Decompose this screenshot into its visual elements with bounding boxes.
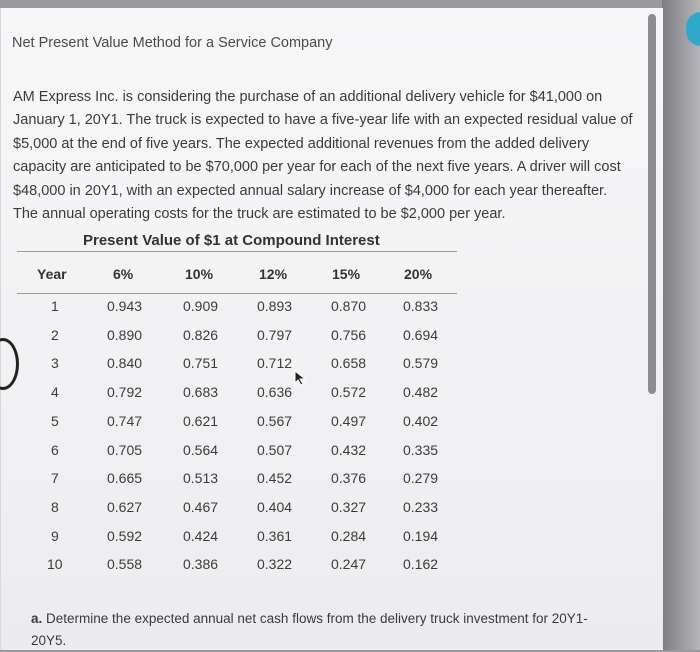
factor-cell: 0.826 [183,326,219,343]
factor-cell: 0.284 [331,527,367,544]
factor-cell: 0.683 [183,384,219,401]
factor-cell: 0.376 [331,470,367,487]
document-page [0,8,663,650]
year-cell: 5 [51,412,59,429]
page-title: Net Present Value Method for a Service Company [12,35,333,51]
factor-cell: 0.756 [331,326,367,343]
factor-cell: 0.751 [183,355,219,372]
factor-cell: 0.279 [403,470,439,487]
cursor-arrow-icon [293,370,307,386]
year-cell: 2 [51,326,59,343]
year-cell: 8 [51,498,59,515]
factor-cell: 0.636 [257,384,293,401]
paragraph-line: capacity are anticipated to be $70,000 per year for each of the next five years. A driver will cost [13,159,621,176]
factor-cell: 0.747 [107,412,143,429]
problem-paragraph [13,86,659,226]
factor-cell: 0.621 [183,412,219,429]
factor-cell: 0.162 [403,556,439,573]
factor-cell: 0.658 [331,355,367,372]
year-cell: 4 [51,384,59,401]
factor-cell: 0.507 [257,441,293,458]
factor-cell: 0.361 [257,527,293,544]
question-a [31,608,651,652]
side-tab[interactable] [0,338,19,390]
scrollbar[interactable] [648,14,656,394]
paragraph-line: $5,000 at the end of five years. The expected additional revenues from the added delivery [13,135,590,152]
year-cell: 6 [51,441,59,458]
factor-cell: 0.386 [183,556,219,573]
year-cell: 9 [51,527,59,544]
factor-cell: 0.402 [403,412,439,429]
factor-cell: 0.247 [331,556,367,573]
header-rule [17,293,457,294]
factor-cell: 0.564 [183,441,219,458]
factor-cell: 0.870 [331,298,367,314]
factor-cell: 0.194 [403,527,439,544]
column-header: 10% [185,266,214,282]
column-header: Year [37,266,67,282]
question-text: Determine the expected annual net cash flows from the delivery truck investment for 20Y1- [46,611,588,626]
factor-cell: 0.909 [183,298,219,314]
factor-cell: 0.424 [183,527,219,544]
factor-cell: 0.665 [107,470,143,487]
factor-cell: 0.327 [331,498,367,515]
question-text-cont: 20Y5. [31,633,67,648]
factor-cell: 0.572 [331,384,367,401]
factor-cell: 0.432 [331,441,367,458]
paragraph-line: AM Express Inc. is considering the purchase of an additional delivery vehicle for $41,000 on [13,89,603,105]
column-header: 20% [404,266,433,282]
paragraph-line: $48,000 in 20Y1, with an expected annual salary increase of $4,000 for each year thereafter. [13,182,608,199]
factor-cell: 0.712 [257,355,293,372]
factor-cell: 0.404 [257,498,293,515]
year-cell: 7 [51,470,59,487]
factor-cell: 0.943 [107,298,143,314]
factor-cell: 0.567 [257,412,293,429]
factor-cell: 0.627 [107,498,143,515]
year-cell: 1 [51,298,59,314]
factor-cell: 0.322 [257,556,293,573]
column-header: 6% [113,266,134,282]
factor-cell: 0.335 [403,441,439,458]
factor-cell: 0.833 [403,298,439,314]
year-cell: 3 [51,355,59,372]
factor-cell: 0.694 [403,326,439,343]
factor-cell: 0.233 [403,498,439,515]
factor-cell: 0.452 [257,470,293,487]
factor-cell: 0.467 [183,498,219,515]
factor-cell: 0.893 [257,298,293,314]
question-label: a. [31,611,43,626]
factor-cell: 0.579 [403,355,439,372]
table-title: Present Value of $1 at Compound Interest [83,232,380,249]
column-header: 12% [259,266,288,282]
factor-cell: 0.797 [257,326,293,343]
factor-cell: 0.705 [107,441,143,458]
factor-cell: 0.497 [331,412,367,429]
factor-cell: 0.592 [107,527,143,544]
factor-cell: 0.482 [403,384,439,401]
factor-cell: 0.792 [107,384,143,401]
factor-cell: 0.840 [107,355,143,372]
factor-cell: 0.558 [107,556,143,573]
screen-edge [662,0,700,650]
paragraph-line: January 1, 20Y1. The truck is expected to have a five-year life with an expected residual value of [13,112,633,129]
year-cell: 10 [47,556,63,573]
factor-cell: 0.513 [183,470,219,487]
paragraph-line: The annual operating costs for the truck are estimated to be $2,000 per year. [13,206,506,223]
factor-cell: 0.890 [107,326,143,343]
table-top-rule [17,251,457,252]
column-header: 15% [332,266,361,282]
